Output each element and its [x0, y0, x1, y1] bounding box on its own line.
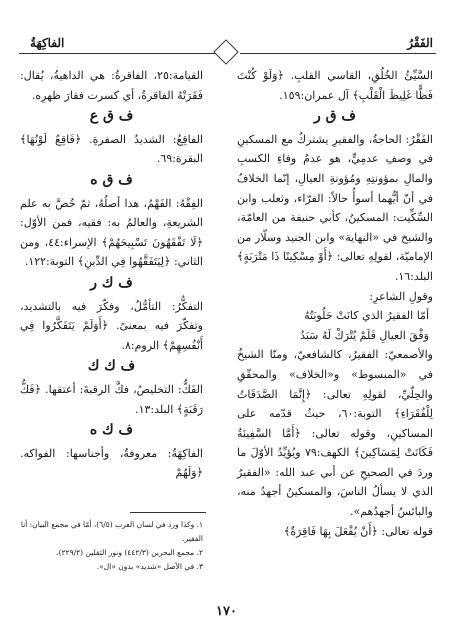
section-heading: ف ك ك	[87, 358, 136, 375]
section-heading: ف ق ه	[90, 171, 133, 188]
paragraph: والأصمعيّ: الفقيرُ، كالشافعيّ، ومنّا الشيخُ في «المبسوط» و«الخلاف» والمحقّقِ والحِلّيِّ، لقولِهِ تعالى: ﴿إِنَّمَا الصَّدَقَاتُ لِلْفُقَرَاءِ﴾ التوبة:٦٠، حيثُ قدّمه على المساكينِ، وقوله تعالى: ﴿أَمَّا السَّفِينَةُ فَكَانَتْ لِمَسَاكِينَ﴾ الكهف:٧٩ ويُؤيِّدُ الأوّلَ ما وردَ في الصحيحِ عن أبي عبد الله: «الفقيرُ الذي لا يسألُ الناسَ، والمسكينُ أجهدُ منه، والبائسُ أجهدُهم».	[237, 348, 434, 519]
paragraph: الفِقْهُ: الفَهْمُ، هذا أصلُهُ، ثمّ خُصَّ به علم الشريعةِ، والعالمُ به: فقيه، فمن الأوّل: ﴿لَا تَفْقَهُونَ تَسْبِيحَهُمْ﴾ الإسراء:٤٤، ومن الثاني: ﴿لِيَتَفَقَّهُوا فِي الدِّينِ﴾ التوبة:١٢٢.	[20, 196, 203, 269]
poem-verse: أمّا الفقيرُ الذي كانَتْ حَلُوبَتُهُ	[304, 309, 429, 323]
paragraph: القيامة:٢٥، الفاقرةُ: هي الداهيةُ، يُقال: فَقَرَتْهُ الفاقرةُ، أي كسرت فقارَ ظهرِه.	[20, 69, 203, 102]
running-header-left: الفاكِهَةُ	[30, 36, 65, 50]
footnotes	[20, 518, 203, 574]
paragraph: الفاقِعُ: الشديدُ الصفرةِ. ﴿فَاقِعٌ لَوْنُهَا﴾ البقرة:٦٩.	[20, 132, 203, 166]
section-heading: ف ق ر	[314, 108, 356, 125]
section-heading: ف ق ع	[89, 108, 134, 125]
footnote-rule	[130, 512, 206, 513]
header-rule-right	[240, 53, 436, 54]
paragraph: الفاكِهَةُ: معروفةٌ، وأجناسها: الفواكه. ﴿وَلَهُمْ	[20, 446, 203, 480]
section-heading: ف ك ه	[89, 422, 134, 439]
paragraph: وقولِ الشاعرِ:	[369, 289, 433, 303]
right-column	[237, 66, 433, 541]
paragraph: التفكُّرُ: التأمُّلُ، وفكّرَ فيه بالتشديد، وتفكّرَ فيه بمعنىً. ﴿أَوَلَمْ يَتَفَكَّرُوا فِي أَنْفُسِهِمْ﴾ الروم:٨.	[20, 299, 203, 352]
paragraph: قوله تعالى: ﴿أَنْ يُفْعَلَ بِهَا فَاقِرَةٌ﴾	[283, 524, 433, 538]
section-heading: ف ك ر	[90, 274, 133, 291]
paragraph: الفَكُّ: التخليصُ، فكَّ الرقبةَ: أعتقها. ﴿فَكُّ رَقَبَةٍ﴾ البلد:١٣.	[20, 382, 203, 416]
diamond-ornament-icon	[213, 39, 238, 64]
running-header-right: الفَقْرُ	[407, 36, 433, 50]
footnote: ١. وكذا ورد في لسان العرب (٦/٥)، أمّا في مجمع البيان: أنا الفقير.	[20, 520, 203, 543]
left-column	[20, 66, 203, 483]
footnote: ٣. في الأصل «شديد» بدون «ال».	[96, 562, 203, 571]
paragraph: السَّيِّئُ الخُلُقِ، القاسي القلبِ. ﴿وَلَوْ كُنْتَ فَظًّا غَلِيظَ الْقَلْبِ﴾ آل عمران:١٥٩.	[237, 69, 433, 102]
page-number: ١٧٠	[216, 604, 237, 619]
paragraph: الفَقْرُ: الحاجةُ، والفقيرِ يشتركُ مع المسكينِ في وصفِ عدمِيٍّ، هو عدمُ وفاءِ الكسبِ والمالِ بمؤونتِهِ ومُؤونةِ العيالِ، إنّما الخلافُ في أنّ أيُّهما أسوأُ حالاً: الفرّاء، وثعلب وابن السِّكِّيت: المسكينُ، كأبي حنيفة من العامّة، والشيخ في «النهاية» وابن الجنيد وسلّار من الإماميّة، لقولِهِ تعالى: ﴿أَوْ مِسْكِينًا ذَا مَتْرَبَةٍ﴾ البلد:١٦.	[237, 132, 433, 283]
header-rule-left	[19, 53, 215, 54]
footnote: ٢. مجمع البحرين (٤٤٢/٣) ونور الثقلين (٢٢٩/٢).	[56, 548, 203, 557]
poem-verse: وَفْقَ العيالِ فَلَمْ يُتْرَكْ لَهُ سَبَدُ	[300, 328, 429, 342]
